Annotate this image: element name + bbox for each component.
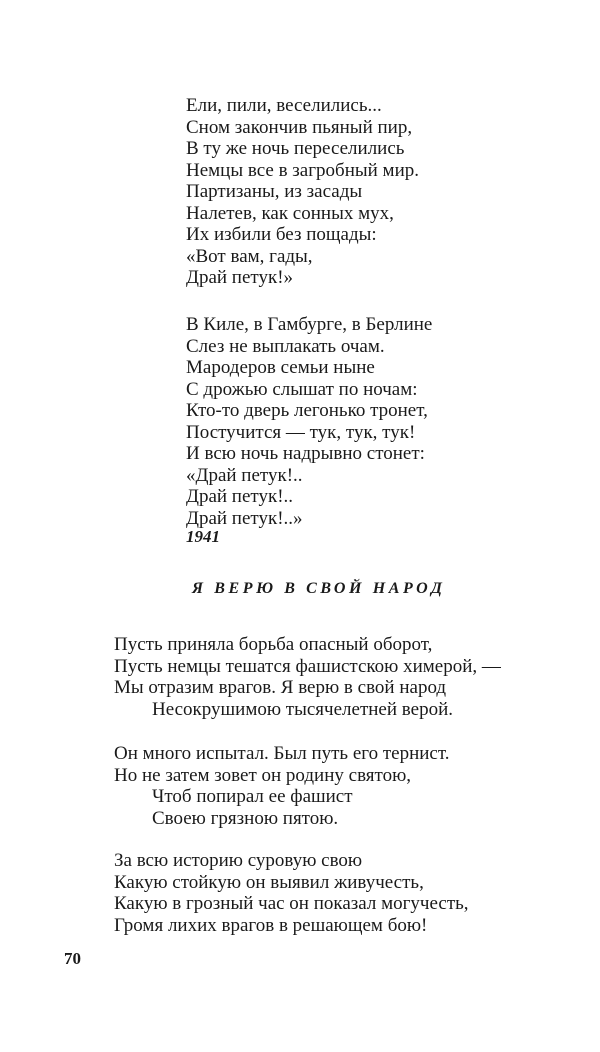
verse-line: Мы отразим врагов. Я верю в свой народ bbox=[114, 677, 447, 698]
poem2-stanza-2 bbox=[114, 743, 449, 829]
verse-line: За всю историю суровую свою bbox=[114, 850, 363, 871]
poem-date: 1941 bbox=[186, 527, 220, 546]
verse-line: Немцы все в загробный мир. bbox=[186, 159, 419, 181]
verse-line: Пусть приняла борьба опасный оборот, bbox=[114, 634, 433, 655]
verse-line: Пусть немцы тешатся фашистскою химерой, — bbox=[114, 655, 501, 677]
verse-line: Но не затем зовет он родину святою, bbox=[114, 764, 412, 786]
verse-line: Их избили без пощады: bbox=[186, 224, 377, 245]
poem2-stanza-1 bbox=[114, 634, 501, 720]
verse-line: Драй петук!.. bbox=[186, 486, 294, 507]
verse-line: Кто-то дверь легонько тронет, bbox=[186, 400, 428, 421]
verse-line: «Вот вам, гады, bbox=[186, 245, 313, 267]
poem-title: Я ВЕРЮ В СВОЙ НАРОД bbox=[192, 580, 446, 597]
verse-line: Драй петук!..» bbox=[186, 507, 303, 529]
verse-line: Мародеров семьи ныне bbox=[186, 357, 375, 378]
verse-line: Громя лихих врагов в решающем бою! bbox=[114, 914, 428, 936]
verse-line-indented: Чтоб попирал ее фашист bbox=[152, 786, 353, 807]
verse-line: Какую в грозный час он показал могучесть, bbox=[114, 893, 469, 914]
verse-line: Ели, пили, веселились... bbox=[186, 95, 382, 116]
verse-line: Партизаны, из засады bbox=[186, 181, 363, 202]
verse-line-indented: Несокрушимою тысячелетней верой. bbox=[152, 698, 453, 720]
verse-line: Драй петук!» bbox=[186, 267, 294, 288]
poem1-stanza-1 bbox=[186, 95, 419, 289]
verse-line: Слез не выплакать очам. bbox=[186, 335, 385, 357]
verse-line: Постучится — тук, тук, тук! bbox=[186, 421, 416, 443]
verse-line: Он много испытал. Был путь его тернист. bbox=[114, 743, 450, 764]
verse-line: И всю ночь надрывно стонет: bbox=[186, 443, 425, 464]
verse-line: «Драй петук!.. bbox=[186, 464, 303, 486]
verse-line: Какую стойкую он выявил живучесть, bbox=[114, 871, 424, 893]
verse-line: В Киле, в Гамбурге, в Берлине bbox=[186, 314, 433, 335]
verse-line: Налетев, как сонных мух, bbox=[186, 202, 394, 224]
poem1-stanza-2 bbox=[186, 314, 432, 529]
verse-line-indented: Своею грязною пятою. bbox=[152, 807, 339, 829]
page-number: 70 bbox=[64, 949, 81, 968]
verse-line: Сном закончив пьяный пир, bbox=[186, 116, 413, 138]
verse-line: С дрожью слышат по ночам: bbox=[186, 378, 418, 400]
verse-line: В ту же ночь переселились bbox=[186, 138, 405, 159]
poem2-stanza-3 bbox=[114, 850, 469, 936]
